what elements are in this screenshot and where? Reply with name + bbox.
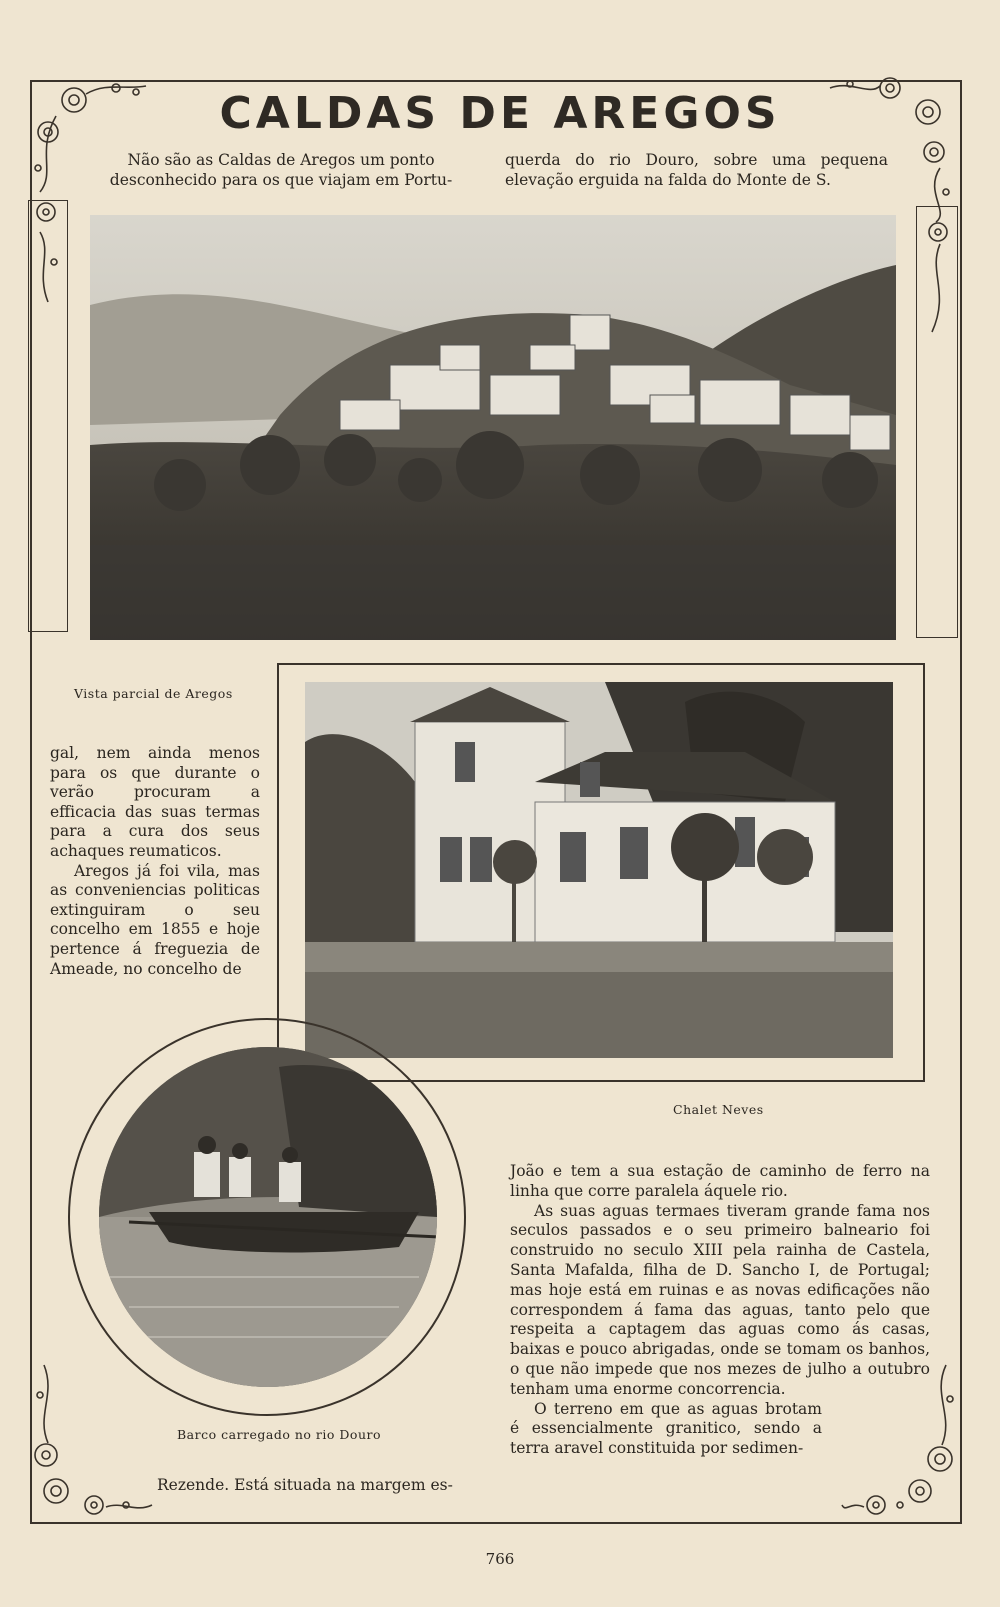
article-title: CALDAS DE AREGOS xyxy=(219,88,781,139)
page-number: 766 xyxy=(485,1550,515,1568)
intro-left-column xyxy=(90,151,472,190)
right-column-paragraph-2: As suas aguas termaes tiveram grande fama nos seculos passados e o seu primeiro balneario foi construido no seculo XIII pela rainha de Castela, Santa Mafalda, filha de D. Sancho I, de Portugal; mas hoje está em ruinas e as novas edificações não correspondem á fama das aguas, tanto pelo que respeita a captagem das aguas como ás casas, baixas e pouco abrigadas, onde se tomam os banhos, o que não impede que nos mezes de julho a outubro tenham uma enorme concorrencia. xyxy=(510,1201,930,1398)
left-column-paragraph-2: Aregos já foi vila, mas as conveniencias politicas extinguiram o seu concelho em 1855 e hoje pertence á freguezia de Ameade, no concelho de xyxy=(50,861,260,978)
photo-vista-aregos xyxy=(90,215,896,640)
right-column-paragraph-1: João e tem a sua estação de caminho de ferro na linha que corre paralela áquele rio. xyxy=(510,1162,930,1200)
bottom-left-line: Rezende. Está situada na margem es- xyxy=(157,1476,453,1494)
caption-vista-aregos: Vista parcial de Aregos xyxy=(74,686,233,701)
caption-chalet-neves: Chalet Neves xyxy=(673,1102,764,1117)
photo-chalet-neves xyxy=(305,682,893,1058)
intro-left-text: Não são as Caldas de Aregos um ponto desconhecido para os que viajam em Portu- xyxy=(109,151,453,189)
floral-ornament-bottom-left xyxy=(26,1355,156,1535)
left-column-text xyxy=(50,744,260,979)
right-column-text xyxy=(510,1162,930,1459)
photo-barco-douro xyxy=(99,1047,437,1387)
intro-right-text: querda do rio Douro, sobre uma pequena elevação erguida na falda do Monte de S. xyxy=(505,151,888,189)
left-column-paragraph-1: gal, nem ainda menos para os que durante o verão procuram a efficacia das suas termas para a cura dos seus achaques reumaticos. xyxy=(50,744,260,860)
right-column-paragraph-3: O terreno em que as aguas brotam é essencialmente granitico, sendo a terra aravel constituida por sedimen- xyxy=(510,1399,822,1458)
caption-barco-douro: Barco carregado no rio Douro xyxy=(177,1427,381,1442)
bottom-left-text xyxy=(157,1476,477,1496)
intro-right-column xyxy=(505,151,888,190)
